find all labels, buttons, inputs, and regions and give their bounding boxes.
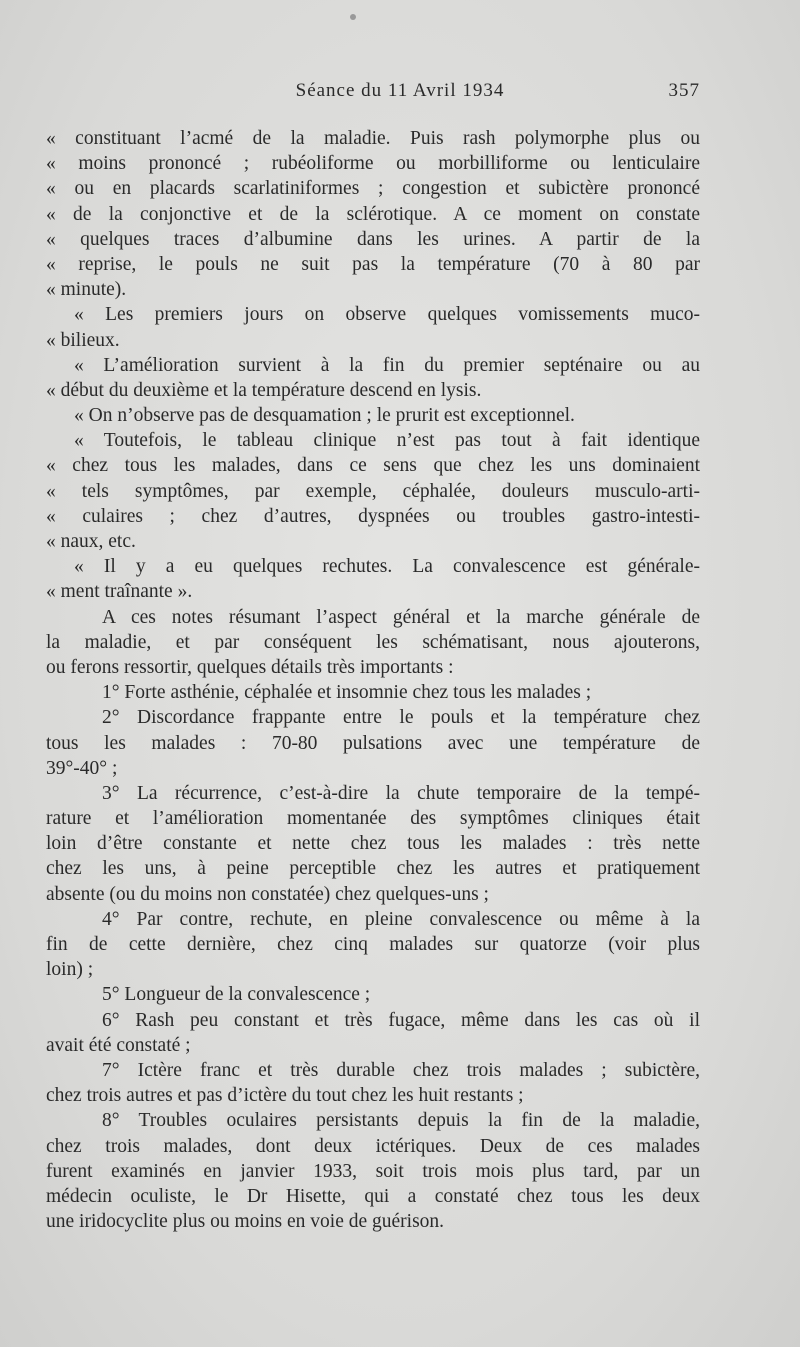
text-line: « moins prononcé ; rubéoliforme ou morbilliforme ou lenticulaire — [46, 153, 700, 175]
text-line: médecin oculiste, le Dr Hisette, qui a constaté chez tous les deux — [46, 1185, 700, 1207]
text-line: « chez tous les malades, dans ce sens que chez les uns dominaient — [46, 455, 700, 477]
text-line: « culaires ; chez d’autres, dyspnées ou troubles gastro-intesti- — [46, 505, 700, 527]
text-line: « naux, etc. — [46, 531, 136, 552]
text-line: 1° Forte asthénie, céphalée et insomnie chez tous les malades ; — [102, 682, 592, 704]
body-text — [46, 126, 700, 1234]
text-line: « reprise, le pouls ne suit pas la température (70 à 80 par — [46, 253, 700, 275]
text-line: chez les uns, à peine perceptible chez les autres et pratiquement — [46, 858, 700, 880]
text-line: 6° Rash peu constant et très fugace, même dans les cas où il — [102, 1009, 700, 1031]
text-line: « de la conjonctive et de la sclérotique. A ce moment on constate — [46, 203, 700, 225]
text-line: « On n’observe pas de desquamation ; le prurit est exceptionnel. — [74, 405, 575, 427]
text-line: « minute). — [46, 279, 127, 301]
text-line: 5° Longueur de la convalescence ; — [102, 984, 371, 1006]
text-line: loin) ; — [46, 959, 94, 981]
text-line: A ces notes résumant l’aspect général et la marche générale de — [102, 606, 700, 628]
text-line: « ou en placards scarlatiniformes ; congestion et subictère prononcé — [46, 178, 700, 200]
text-line: « tels symptômes, par exemple, céphalée, douleurs musculo-arti- — [46, 480, 700, 502]
text-line: ou ferons ressortir, quelques détails très importants : — [46, 656, 454, 678]
text-line: 2° Discordance frappante entre le pouls et la température chez — [102, 707, 700, 729]
text-line: une iridocyclite plus ou moins en voie de guérison. — [46, 1211, 445, 1233]
running-header — [0, 80, 800, 110]
text-line: 7° Ictère franc et très durable chez trois malades ; subictère, — [102, 1059, 700, 1081]
text-line: « bilieux. — [46, 329, 120, 351]
text-line: 4° Par contre, rechute, en pleine convalescence ou même à la — [102, 908, 700, 930]
text-line: la maladie, et par conséquent les schématisant, nous ajouterons, — [46, 631, 700, 653]
text-line: chez trois autres et pas d’ictère du tout chez les huit restants ; — [46, 1085, 524, 1107]
text-line: fin de cette dernière, chez cinq malades sur quatorze (voir plus — [46, 934, 700, 955]
text-line: « Toutefois, le tableau clinique n’est pas tout à fait identique — [74, 430, 700, 452]
print-mark — [350, 14, 356, 20]
text-line: « quelques traces d’albumine dans les urines. A partir de la — [46, 228, 700, 250]
header-title: Séance du 11 Avril 1934 — [295, 80, 505, 101]
text-line: « début du deuxième et la température descend en lysis. — [46, 379, 482, 401]
text-line: rature et l’amélioration momentanée des symptômes cliniques était — [46, 808, 700, 830]
text-line: loin d’être constante et nette chez tous les malades : très nette — [46, 833, 700, 855]
text-line: chez trois malades, dont deux ictériques. Deux de ces malades — [46, 1135, 700, 1157]
text-line: 8° Troubles oculaires persistants depuis la fin de la maladie, — [102, 1110, 700, 1132]
text-line: absente (ou du moins non constatée) chez quelques-uns ; — [46, 883, 489, 905]
text-line: « L’amélioration survient à la fin du premier septénaire ou au — [74, 354, 700, 376]
text-line: « Il y a eu quelques rechutes. La convalescence est générale- — [74, 556, 700, 578]
text-line: « ment traînante ». — [46, 581, 193, 603]
text-line: « Les premiers jours on observe quelques vomissements muco- — [74, 304, 700, 326]
text-line: « constituant l’acmé de la maladie. Puis rash polymorphe plus ou — [46, 128, 700, 149]
text-line: furent examinés en janvier 1933, soit trois mois plus tard, par un — [46, 1160, 700, 1182]
text-line: tous les malades : 70-80 pulsations avec une température de — [46, 732, 700, 754]
text-line: avait été constaté ; — [46, 1034, 191, 1056]
text-line: 39°-40° ; — [46, 757, 118, 779]
text-line: 3° La récurrence, c’est-à-dire la chute temporaire de la tempé- — [102, 782, 700, 804]
page-number: 357 — [668, 80, 700, 101]
